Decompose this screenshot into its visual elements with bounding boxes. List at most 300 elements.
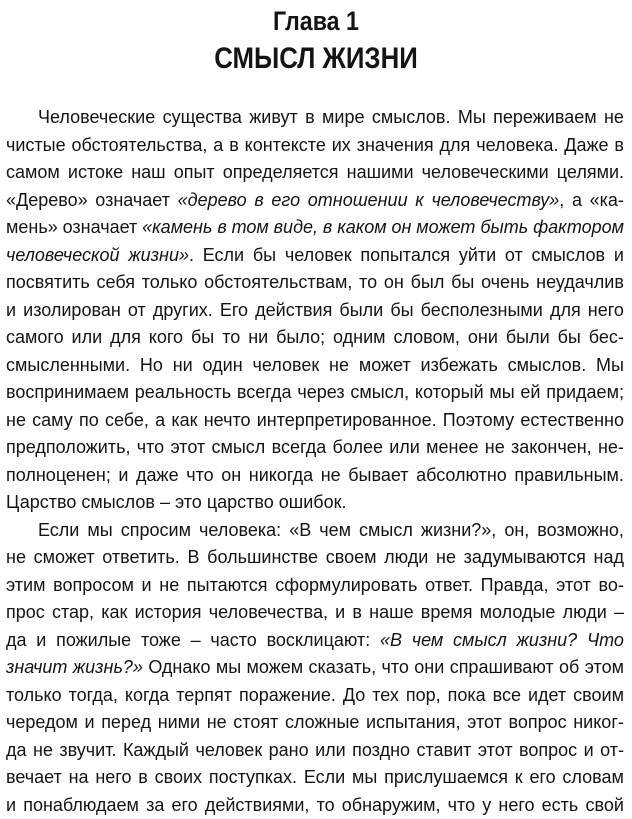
word: во- [599, 572, 624, 600]
word: ошибок. [279, 489, 347, 517]
word: виде, [274, 214, 318, 242]
word: за [146, 792, 164, 819]
word: Царство [6, 489, 76, 517]
word: смыслов [81, 489, 155, 517]
word: этом [585, 654, 624, 682]
word: бы [558, 324, 581, 352]
word: ни [248, 324, 268, 352]
word: избежать [421, 352, 498, 380]
word: жизнь?» [73, 654, 143, 682]
word: каком [337, 214, 386, 242]
word: пожилые [56, 627, 131, 655]
text-line [6, 627, 624, 655]
word: да [6, 737, 27, 765]
text-line [6, 764, 624, 792]
word: Если [38, 517, 79, 545]
word: «Дерево» [6, 187, 88, 215]
word: терпят [176, 682, 232, 710]
word: и [6, 792, 16, 819]
word: они [468, 324, 498, 352]
word: не- [598, 434, 624, 462]
word: смыслов [532, 242, 606, 270]
word: то [317, 792, 335, 819]
word: чередом [6, 709, 78, 737]
word: Если [203, 242, 244, 270]
text-line [6, 242, 624, 270]
word: тогда, [69, 682, 118, 710]
word: история [135, 599, 202, 627]
word: у [482, 792, 491, 819]
word: жизни? [517, 627, 578, 655]
word: бы [390, 297, 413, 325]
word: человек [252, 352, 319, 380]
word: бы [191, 324, 214, 352]
word: в [229, 132, 239, 160]
word: идет [528, 682, 566, 710]
word: неудачлив [536, 269, 624, 297]
word: «дерево [178, 187, 247, 215]
word: не [329, 352, 349, 380]
word: в [614, 132, 624, 160]
word: и [335, 599, 345, 627]
word: его [529, 764, 555, 792]
word: и [118, 462, 128, 490]
word: они [414, 654, 444, 682]
text-line [6, 489, 624, 517]
word: Даже [564, 132, 608, 160]
text-line [6, 269, 624, 297]
word: в [217, 214, 226, 242]
word: придаем; [546, 379, 624, 407]
word: пор, [406, 682, 441, 710]
word: реальность [135, 379, 232, 407]
word: В [187, 544, 199, 572]
word: изолирован [23, 297, 121, 325]
word: мень» [6, 214, 58, 242]
word: один [203, 352, 243, 380]
text-line [6, 352, 624, 380]
word: чистые [6, 132, 66, 160]
text-line [6, 159, 624, 187]
word: вопрос [519, 737, 577, 765]
word: люди [384, 544, 428, 572]
word: ними [158, 709, 200, 737]
word: об [559, 654, 579, 682]
word: Каждый [123, 737, 189, 765]
word: не [33, 737, 53, 765]
word: и [6, 297, 16, 325]
word: ставит [417, 737, 472, 765]
word: этот [556, 572, 591, 600]
word: а [572, 187, 582, 215]
word: пытаются [187, 572, 268, 600]
word: к [415, 187, 424, 215]
word: люди [563, 599, 607, 627]
word: нашими [347, 159, 414, 187]
word: сказать, [309, 654, 377, 682]
word: вопросом [53, 572, 134, 600]
word: даже [136, 462, 179, 490]
word: наш [131, 159, 165, 187]
word: никогда [249, 462, 313, 490]
word: что [137, 434, 164, 462]
word: чем [319, 517, 351, 545]
word: словам [562, 764, 623, 792]
word [128, 242, 194, 270]
word: смыслов. [508, 352, 587, 380]
word: не [159, 572, 179, 600]
word: До [343, 682, 365, 710]
word: восклицают: [267, 627, 371, 655]
word: сможет [34, 544, 95, 572]
chapter-title: СМЫСЛ ЖИЗНИ [44, 42, 588, 76]
word: живут [249, 104, 298, 132]
word: других. [153, 297, 213, 325]
word: сложные [285, 709, 359, 737]
word: большинстве [207, 544, 318, 572]
word: действиями, [205, 792, 310, 819]
word: истоке [68, 159, 123, 187]
text-line [6, 407, 624, 435]
word: возможно, [537, 517, 624, 545]
word: означает [63, 214, 138, 242]
word: для [550, 297, 581, 325]
word: рано [269, 737, 309, 765]
word: человечеству» [431, 187, 559, 215]
word: саму [32, 407, 73, 435]
word: вечает [6, 764, 62, 792]
word: может [359, 352, 411, 380]
word: смысл, [350, 379, 409, 407]
text-line [6, 324, 624, 352]
word: существа [163, 104, 242, 132]
text-line [6, 599, 624, 627]
word: всегда [237, 379, 292, 407]
word: Но [140, 352, 163, 380]
text-line [6, 792, 624, 819]
word: поздно [352, 737, 410, 765]
word: фактором [533, 214, 624, 242]
word: не [604, 104, 624, 132]
word: более [333, 434, 383, 462]
text-line [6, 434, 624, 462]
word: уйти [459, 242, 496, 270]
word: , [559, 187, 564, 215]
word: Что [587, 627, 624, 655]
word: быть [480, 214, 528, 242]
word: их [332, 132, 351, 160]
word: чем [412, 627, 443, 655]
word: – [614, 599, 624, 627]
word: менее [426, 434, 478, 462]
text-line [6, 654, 624, 682]
word: свой [585, 792, 623, 819]
word: ни [173, 352, 193, 380]
text-line [6, 737, 624, 765]
word: человека: [199, 517, 281, 545]
word: Человеческие [38, 104, 155, 132]
text-line [6, 104, 624, 132]
word: бесполезными [421, 297, 543, 325]
word: . [189, 242, 194, 270]
word: когда [125, 682, 169, 710]
word: определяется [223, 159, 339, 187]
word: значит [6, 654, 67, 682]
word: пока [448, 682, 486, 710]
word: всегда [272, 434, 327, 462]
word: целями. [557, 159, 624, 187]
word: тех [372, 682, 399, 710]
word: «В [380, 627, 402, 655]
word: как [171, 407, 197, 435]
word: себя [97, 269, 135, 297]
word: бы [451, 269, 474, 297]
text-line [6, 544, 624, 572]
word: мы [87, 517, 112, 545]
word: стар, [52, 599, 94, 627]
word: него [498, 792, 534, 819]
word: ей [520, 379, 540, 407]
word: не [207, 709, 227, 737]
word: Однако [148, 654, 210, 682]
word: человека. [476, 132, 558, 160]
word: обстоятельства, [72, 132, 208, 160]
word: в [138, 764, 148, 792]
word: сформулировать [275, 572, 417, 600]
word: отношении [308, 187, 408, 215]
word: своих [155, 764, 202, 792]
word: через [297, 379, 344, 407]
word: опыт [174, 159, 215, 187]
word: воспринимаем [6, 379, 129, 407]
word: мы [489, 379, 514, 407]
word: ответ. [425, 572, 473, 600]
word: никог- [573, 709, 624, 737]
word: поступках. [209, 764, 297, 792]
word: Его [220, 297, 248, 325]
word: спрашивают [450, 654, 554, 682]
word: нечто [204, 407, 251, 435]
word: а [155, 407, 165, 435]
word: самом [6, 159, 60, 187]
text-line [6, 517, 624, 545]
word: перед [101, 709, 151, 737]
word: Мы [458, 104, 486, 132]
word: от- [600, 737, 624, 765]
word: все [493, 682, 521, 710]
word: и [36, 627, 46, 655]
word: мире [322, 104, 364, 132]
word: он [221, 462, 241, 490]
word: словом, [393, 324, 459, 352]
word: предположить, [6, 434, 130, 462]
text-line [6, 214, 624, 242]
word: «В [289, 517, 311, 545]
word: означает [95, 187, 170, 215]
word: было; [276, 324, 325, 352]
word: что [448, 792, 475, 819]
word: ответить. [102, 544, 180, 572]
word: он [391, 214, 411, 242]
word: значения [357, 132, 434, 160]
word: человечества, [209, 599, 328, 627]
word: Мы [596, 352, 624, 380]
word: контексте [245, 132, 326, 160]
word: одним [333, 324, 386, 352]
word: испытания, [366, 709, 461, 737]
word: по [79, 407, 99, 435]
word: и [614, 242, 624, 270]
word: самого [6, 324, 64, 352]
word: прислушаемся [384, 764, 508, 792]
word: вопрос [508, 709, 566, 737]
word: этот [170, 434, 205, 462]
word: не [321, 462, 341, 490]
word: только [142, 269, 198, 297]
word: время [421, 599, 473, 627]
text-line [6, 132, 624, 160]
word: полноценен; [6, 462, 111, 490]
word: обстоятельствам, [204, 269, 352, 297]
word: его [171, 792, 197, 819]
word: и [584, 737, 594, 765]
word: том [232, 214, 269, 242]
word: был [411, 269, 445, 297]
word: Поэтому [443, 407, 514, 435]
word: этот [467, 709, 502, 737]
word: смысл [211, 434, 265, 462]
word: Если [304, 764, 345, 792]
word: переживаем [493, 104, 596, 132]
word: своим [573, 682, 624, 710]
word: его [271, 187, 300, 215]
word: этим [6, 572, 45, 600]
word: понаблюдаем [23, 792, 139, 819]
word: не [436, 544, 456, 572]
word: бес- [589, 324, 624, 352]
word: него [588, 297, 624, 325]
word [431, 187, 564, 215]
text-line [6, 709, 624, 737]
word: часто [210, 627, 256, 655]
word: то [222, 324, 240, 352]
word: были [506, 324, 550, 352]
word: обнаружим, [342, 792, 441, 819]
word: или [315, 737, 346, 765]
word: не [485, 434, 505, 462]
word: этот [478, 737, 513, 765]
word: что [186, 462, 213, 490]
word: он, [504, 517, 529, 545]
word: естественно [520, 407, 624, 435]
text-line [6, 572, 624, 600]
word: человеческой [6, 242, 120, 270]
word: в [323, 214, 332, 242]
word: наше [369, 599, 413, 627]
word: только [6, 682, 62, 710]
word: не [6, 407, 26, 435]
text-line [6, 379, 624, 407]
word: а [213, 132, 223, 160]
word: есть [542, 792, 579, 819]
word: себе, [105, 407, 149, 435]
word: мы [352, 764, 377, 792]
word: попытался [360, 242, 450, 270]
word: действия [255, 297, 332, 325]
word: как [101, 599, 127, 627]
word: посвятить [6, 269, 90, 297]
word: спросим [121, 517, 191, 545]
word: от [505, 242, 523, 270]
word: в [352, 599, 362, 627]
word: задумываются [464, 544, 586, 572]
word: жизни» [128, 242, 189, 270]
word: тоже [141, 627, 181, 655]
word: на [69, 764, 89, 792]
word: от [128, 297, 146, 325]
word: или [72, 324, 103, 352]
word: это [175, 489, 202, 517]
word: или [389, 434, 420, 462]
word: который [415, 379, 484, 407]
word: царство [207, 489, 274, 517]
word: него [95, 764, 131, 792]
word: что [381, 654, 408, 682]
word: он [384, 269, 404, 297]
word: своем [326, 544, 377, 572]
word: бывает [348, 462, 408, 490]
word: молодые [480, 599, 556, 627]
word: для [110, 324, 141, 352]
word: бы [253, 242, 276, 270]
word: то [359, 269, 377, 297]
word: поражение. [239, 682, 336, 710]
word: в [254, 187, 263, 215]
word: абсолютно [416, 462, 507, 490]
text-line [6, 187, 624, 215]
word: над [594, 544, 624, 572]
text-line [6, 297, 624, 325]
word: правильным. [514, 462, 624, 490]
word: человек [285, 242, 352, 270]
chapter-label: Глава 1 [44, 6, 588, 36]
word: можем [247, 654, 304, 682]
text-line [6, 462, 624, 490]
word: смысл [453, 627, 507, 655]
word: не [6, 544, 26, 572]
word: жизни?», [421, 517, 496, 545]
word: очень [481, 269, 529, 297]
word: звучит. [59, 737, 116, 765]
word: «ка- [590, 187, 624, 215]
word: и [142, 572, 152, 600]
body-text [6, 104, 624, 819]
word: для [440, 132, 471, 160]
word: смысленными. [6, 352, 130, 380]
word: в [305, 104, 315, 132]
word: – [160, 489, 170, 517]
word: прос [6, 599, 45, 627]
word: к [515, 764, 523, 792]
word: стоят [233, 709, 278, 737]
word: мы [216, 654, 241, 682]
word: да [6, 627, 27, 655]
word: и [85, 709, 95, 737]
word: может [416, 214, 475, 242]
word: «камень [142, 214, 212, 242]
word: кого [149, 324, 183, 352]
word: смысл [359, 517, 413, 545]
